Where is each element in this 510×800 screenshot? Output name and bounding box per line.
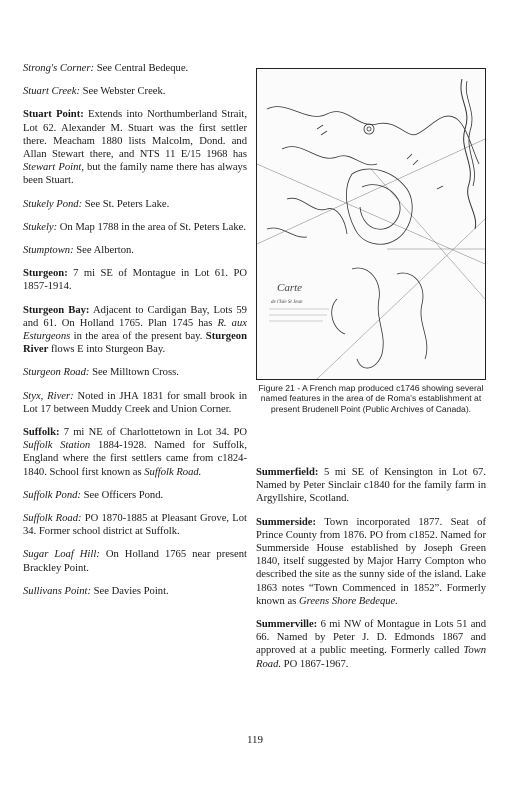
entry-head: Sugar Loaf Hill: <box>23 549 100 561</box>
figure-caption: Figure 21 - A French map produced c1746 showing several named features in the area of de Roma's establishment at present Brudenell Point (Public Archives of Canada). <box>258 383 484 414</box>
entry-stukely <box>23 221 247 234</box>
entry-body: See Central Bedeque. <box>96 63 189 74</box>
entry-styx-river <box>23 390 247 416</box>
entry-head: Strong's Corner: <box>23 63 95 74</box>
entry-stukely-pond <box>23 198 247 211</box>
entry-body: On Holland 1765 near present Brackley Point. <box>23 549 247 574</box>
map-subtitle: de l'Isle St Jean <box>271 300 303 305</box>
entry-summerfield <box>256 466 486 506</box>
entry-head: Summerville: <box>256 619 318 631</box>
entry-body-cont: flows E into Sturgeon Bay. <box>50 344 166 356</box>
entry-sturgeon-road <box>23 366 247 379</box>
entry-body: PO 1870-1885 at Pleasant Grove, Lot 34. Former school district at Suffolk. <box>23 513 247 538</box>
entry-head: Sullivans Point: <box>23 585 91 597</box>
page-number: 119 <box>246 734 264 746</box>
entry-sullivans-point <box>23 585 247 598</box>
entry-sugar-loaf-hill <box>23 548 247 574</box>
entry-head: Suffolk Road: <box>23 513 82 525</box>
entry-head: Stukely: <box>23 221 58 233</box>
entry-body: See Alberton. <box>76 245 134 257</box>
entry-head: Stuart Point: <box>23 109 84 121</box>
entry-body-cont: 1884-1928. Named for Suffolk, England where the first settlers came from c1824-1840. School first known as <box>23 440 247 478</box>
entry-head: Sturgeon Road: <box>23 367 90 379</box>
entry-body: See Officers Pond. <box>83 489 164 501</box>
entry-head: Stukely Pond: <box>23 198 83 210</box>
entry-sturgeon-bay <box>23 304 247 357</box>
entry-body: Noted in JHA 1831 for small brook in Lot 17 between Muddy Creek and Union Corner. <box>23 390 247 415</box>
entry-head: Sturgeon Bay: <box>23 304 90 316</box>
entry-bold: Sturgeon River <box>23 331 247 356</box>
entry-suffolk-pond <box>23 489 247 502</box>
entry-body: 5 mi SE of Kensington in Lot 67. Named by Peter Sinclair c1840 for the family farm in Argyllshire, Scotland. <box>256 467 487 505</box>
entry-body: Town incorporated 1877. Seat of Prince County from 1876. PO from c1852. Named for Summerside House established by Joseph Green 1840, itself suggested by Major Harry Compton who described the site as the sunny side of the island. Lake 1863 notes “Town Commenced in 1852”. Formerly known as <box>256 516 486 607</box>
entry-head: Stumptown: <box>23 245 74 257</box>
entry-strongs-corner <box>23 62 247 75</box>
entry-body: Adjacent to Cardigan Bay, Lots 59 and 61. On Holland 1765. Plan 1745 has <box>23 304 247 329</box>
figure-map <box>256 68 486 380</box>
left-column <box>23 62 247 608</box>
entry-head: Stuart Creek: <box>23 86 80 98</box>
entry-summerville <box>256 618 486 671</box>
entry-head: Suffolk: <box>23 427 60 439</box>
entry-body: Extends into Northumberland Strait, Lot 62. Alexander M. Stuart was the first settler there. Meacham 1880 lists Malcolm, Dond. and Allan Stewart there, and NTS 11 E/15 1968 has <box>23 109 247 161</box>
entry-italic: Stewart Point, <box>23 162 84 174</box>
entry-body: 6 mi NW of Montague in Lots 51 and 66. Named by Peter J. D. Edmonds 1867 and approved at a public meeting. Formerly called <box>256 619 487 657</box>
entry-suffolk <box>23 426 247 479</box>
entry-body-cont: PO 1867-1967. <box>283 658 349 670</box>
entry-suffolk-road <box>23 512 247 538</box>
entry-head: Sturgeon: <box>23 268 68 280</box>
entry-head: Summerfield: <box>256 467 319 478</box>
entry-body: See Davies Point. <box>93 585 169 597</box>
entry-stuart-point <box>23 108 247 187</box>
entry-stuart-creek <box>23 85 247 98</box>
entry-head: Suffolk Pond: <box>23 489 81 501</box>
historical-map-image <box>257 69 485 379</box>
entry-head: Summerside: <box>256 516 317 528</box>
entry-body: 7 mi SE of Montague in Lot 61. PO 1857-1914. <box>23 268 247 293</box>
entry-italic: Suffolk Station <box>23 440 91 452</box>
entry-italic: Town Road. <box>256 645 486 670</box>
entry-italic: R. aux Esturgeons <box>23 317 247 343</box>
entry-body-cont: but the family name there has always been Stuart. <box>23 162 247 187</box>
map-title: Carte <box>277 282 303 294</box>
entry-sturgeon <box>23 267 247 293</box>
entry-head: Styx, River: <box>23 390 74 402</box>
entry-body-cont: in the area of the present bay. <box>73 331 203 343</box>
entry-body: On Map 1788 in the area of St. Peters Lake. <box>59 221 247 233</box>
entry-stumptown <box>23 244 247 257</box>
entry-italic: Suffolk Road. <box>144 466 202 478</box>
entry-body: 7 mi NE of Charlottetown in Lot 34. PO <box>63 427 247 439</box>
entry-body: See Webster Creek. <box>82 86 166 98</box>
entry-summerside <box>256 516 486 608</box>
entry-body: See St. Peters Lake. <box>84 198 170 210</box>
entry-italic: Greens Shore Bedeque. <box>298 595 398 607</box>
right-column <box>256 466 486 681</box>
entry-body: See Milltown Cross. <box>92 367 179 379</box>
